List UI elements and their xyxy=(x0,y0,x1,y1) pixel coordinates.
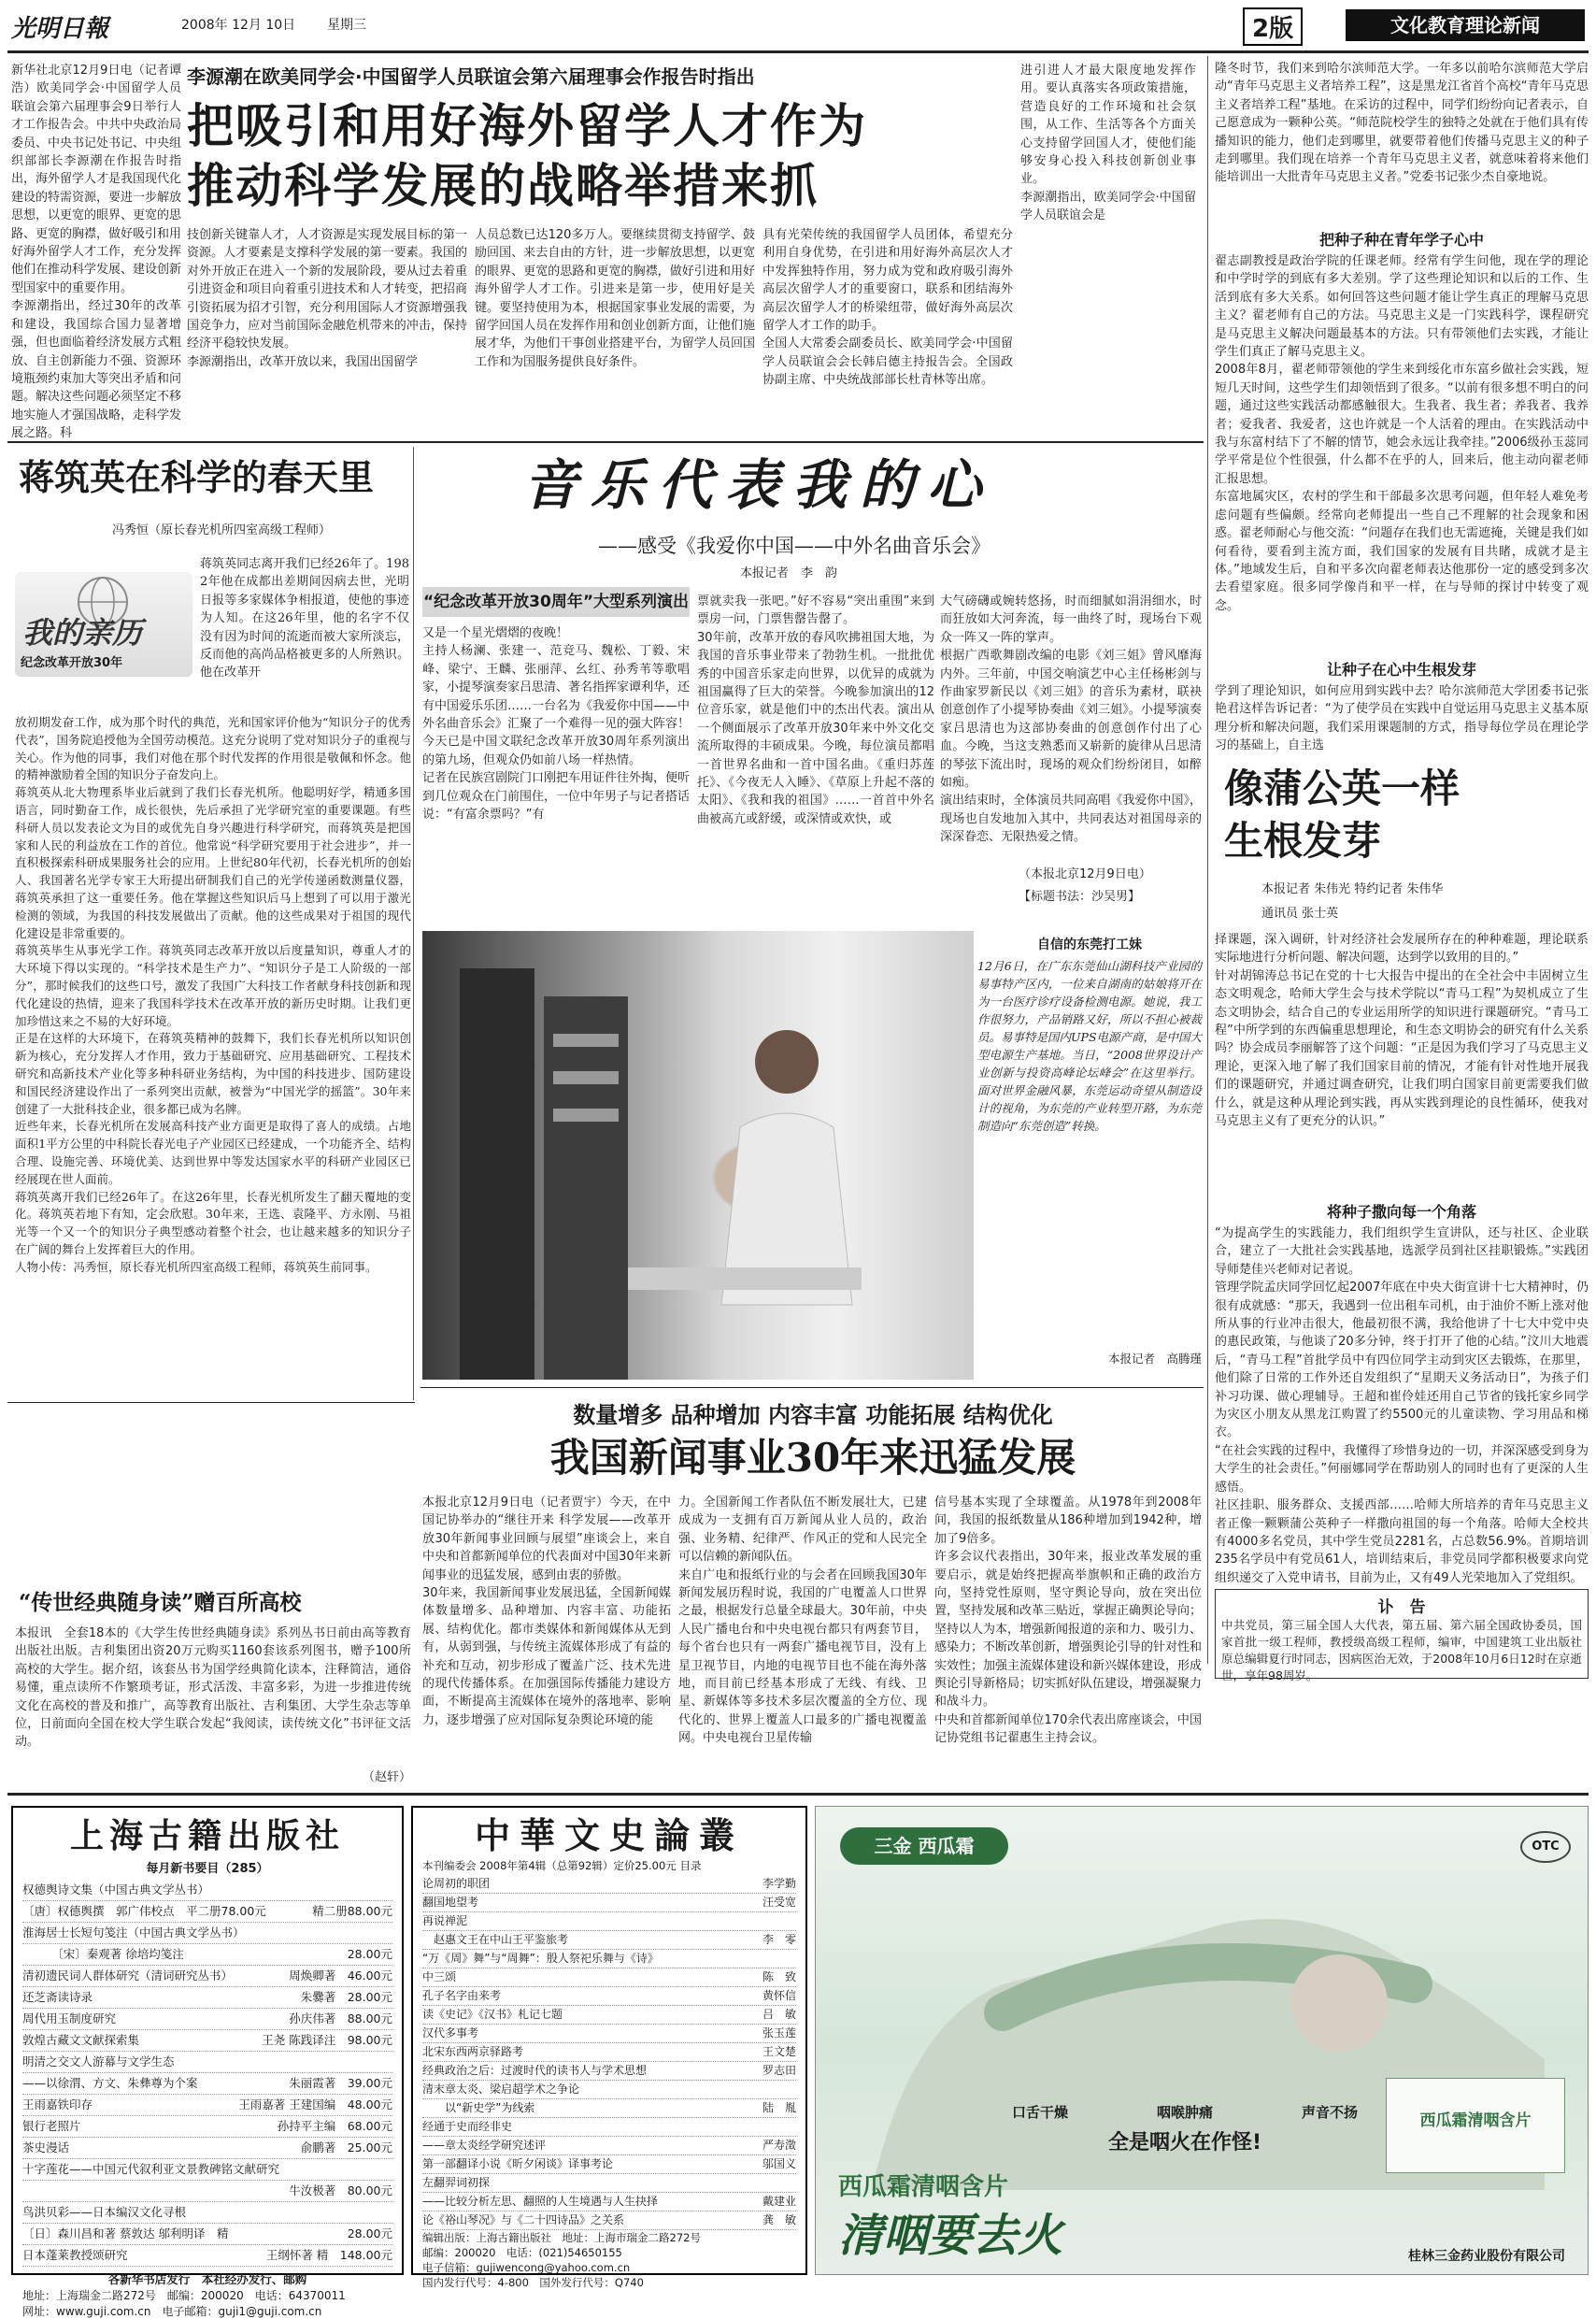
ad-wenshi-item-title: 北宋东西两京驿路考 xyxy=(422,2045,524,2058)
ad-shanghai-guji xyxy=(11,1806,404,2318)
ad-wenshi-item-title: 翻国地望考 xyxy=(422,1896,479,1909)
ad-shanghai-book-row xyxy=(22,2009,392,2030)
ad-wenshi-item-detail: 龚 敏 xyxy=(762,2213,796,2226)
ad-wenshi-item-row xyxy=(422,2212,796,2230)
news-text-2: 力。全国新闻工作者队伍不断发展壮大，已建成成为一支拥有百万新闻从业人员的，政治强、业务精、纪律严、作风正的党和人民完全可以信赖的新闻队伍。 来自广电和报纸行业的与会者在回顾我国30年新闻发展历程时说，我国的广电覆盖人口世界之最，根据发行总量全球最大。30年前，中央人民广播电台和中央电视台都只有两套节目，每个省台也只有一两套广播电视节目，没有上星卫视节目，内地的电视节目也不能在海外落地，而目前已经基本形成了无线、有线、卫星、新媒体等多技术多层次覆盖的全方位、现代化的、世界上覆盖人口最多的广播电视覆盖网。中央电视台卫星传输 xyxy=(678,1496,927,1746)
ad-wenshi-item-detail: 张玉莲 xyxy=(762,2026,796,2040)
jiang-text-main: 放初期发奋工作，成为那个时代的典范，光和国家评价他为“知识分子的优秀代表”，国务院追授他为全国劳动模范。这充分说明了党对知识分子的重视与关心。作为他的同事，我们对他在那个时代发挥的作用很是敬佩和怀念。他的精神激励着全国的知识分子奋发向上。 蒋筑英从北大物理系毕业后就到了我们长春光机所。他聪明好学，精通多国语言，同时勤奋工作，成长很快，先后承担了光学研究室的重要课题。有些科研人员以发表论文为目的或优先自身兴趣进行科学研究，而蒋筑英是把国家和人民的利益放在工作的首位。他常说“科学研究要用于社会进步”，并一直积极探索科研成果服务社会的应用。上世纪80年代初，长春光机所的创始人、我国著名光学专家王大珩提出研制我们自己的光学传递函数测量仪器，蒋筑英承担了这一重要任务。他在掌握这些知识后马上想到了可以用于激光检测的领域，为我国的科技发展做出了贡献。他的这些成果对于祖国的现代化建设是非常重要的。 蒋筑英毕生从事光学工作。蒋筑英同志改革开放以后度量知识，尊重人才的大环境下得以实现的。“科学技术是生产力”、“知识分子是工人阶级的一部分”，那时候我们的这些口号，激发了我国广大科技工作者献身科技创新和现代化建设的热情，迎来了我国科学技术在改革开放的新历史时期。让我们更加珍惜这来之不易的大好环境。 正是在这样的大环境下，在蒋筑英精神的鼓舞下，我们长春光机所以知识创新为核心，充分发挥人才作用，致力于基础研究、应用基础研究、工程技术研究和高新技术产业化等多种科研业务结构，为中国的科技进步、国防建设和国民经济建设作出了一系列突出贡献，被誉为“中国光学的摇篮”。30年来创建了一大批科技企业，很多都已成为名牌。 近些年来，长春光机所在发展高科技产业方面更是取得了喜人的成绩。占地面积1平方公里的中科院长春光电子产业园区已经建成，一个功能齐全、结构合理、设施完善、环境优美、达到世界中等发达国家水平的科研产业园区已经展现在世人面前。 蒋筑英离开我们已经26年了。在这26年里，长春光机所发生了翻天覆地的变化。蒋筑英若地下有知，定会欣慰。30年来，王选、袁隆平、方永刚、马祖光等一个又一个的知识分子典型感动着整个社会，也让越来越多的知识分子在广阔的舞台上发挥着巨大的作用。 人物小传：冯秀恒，原长春光机所四室高级工程师，蒋筑英生前同事。 xyxy=(15,715,411,1274)
ad-wenshi-item-row xyxy=(422,1912,796,1931)
right-text-sub2: 学到了理论知识，如何应用到实践中去？哈尔滨师范大学团委书记张艳君这样告诉记者：“为了使学员在实践中自觉运用马克思主义基本原理分析和解决问题，我们采用课题制的方式，指导每位学员在理论学习的基础上，自主选 xyxy=(1215,684,1589,753)
ad-wenshi-footer-4: 国内发行代号：4-800 国外发行代号：Q740 xyxy=(422,2276,644,2289)
ad-shanghai-book-row xyxy=(22,2030,392,2052)
ad-wenshi-item-detail: 李学勤 xyxy=(762,1877,796,1890)
photo-caption-box xyxy=(977,935,1202,1380)
ad-wenshi-item-row xyxy=(422,1950,796,1968)
masthead-date: 2008年 12月 10日 xyxy=(181,18,296,33)
ad-wenshi-item-row xyxy=(422,2174,796,2193)
page-number: 2版 xyxy=(1243,7,1303,46)
classics-credit: （赵轩） xyxy=(362,1770,411,1784)
right-subhead-1: 把种子种在青年学子心中 xyxy=(1318,231,1484,249)
lead-text-mid2: 人员总数已达120多万人。要继续贯彻支持留学、鼓励回国、来去自由的方针，进一步解放思想，以更宽的眼界、更宽的思路和更宽的胸襟，做好引进和用好海外留学人才工作。引进来是第一步，使用好是关键。要坚持使用为本，根据国家事业发展的需要，为留学回国人员在发挥作用和创业创新方面，让他们施展才华，为他们干事创业搭建平台，为留学人员回国工作和为国服务提供良好条件。 xyxy=(475,228,755,369)
ad-pharma-product: 西瓜霜清咽含片 xyxy=(838,2173,1009,2201)
masthead-rule xyxy=(7,50,1589,53)
photo-credit: 本报记者 高腾瑾 xyxy=(1107,1352,1202,1366)
lead-text-right: 具有光荣传统的我国留学人员团体，希望充分利用自身优势，在引进和用好海外高层次人才中发挥独特作用，努力成为党和政府吸引海外高层次留学人才的重要窗口，联系和团结海外高层次留学人才的桥梁纽带，做好海外高层次留学人才工作的助手。 全国人大常委会副委员长、欧美同学会·中国留学人员联谊会会长韩启德主持报告会。全国政协副主席、中央统战部部长杜青林等出席。 xyxy=(762,228,1013,388)
ad-wenshi-item-row xyxy=(422,2118,796,2137)
news-text-1: 本报北京12月9日电（记者贾宇）今天，在中国记协举办的“继往开来 科学发展——改革开放30年新闻事业回顾与展望”座谈会上，来自中央和首都新闻单位的代表面对中国30年来新闻事业的迅猛发展，感到由衷的骄傲。 30年来，我国新闻事业发展迅猛，全国新闻媒体数量增多、品种增加、内容丰富、功能拓展、结构优化。都市类媒体和新闻媒体从无到有，从弱到强，与传统主流媒体形成了有益的补充和互动，初步形成了覆盖广泛、技术先进的现代传播体系。在加强国际传播能力建设方面，不断提高主流媒体在境外的落地率、影响力，逐步增强了应对国际复杂舆论环境的能 xyxy=(422,1496,671,1727)
ad-pharma-tag-1: 口舌干燥 xyxy=(1012,2104,1069,2121)
photo-caption-title: 自信的东莞打工妹 xyxy=(1037,938,1142,952)
right-big-headline-1: 像蒲公英一样 xyxy=(1224,766,1461,811)
right-text-sub1: 翟志副教授是政治学院的任课老师。经常有学生问他，现在学的理论和中学时学的到底有多大差别。学了这些理论知识和以后的工作、生活到底有多大关系。如何回答这些问题才能让学生真正的理解马克思主义？翟老师有自己的方法。马克思主义是一门实践科学，课程研究是马克思主义解决问题最基本的方法。只有带领他们去实践，才能让学生们真正了解马克思主义。 2008年8月，翟老师带领他的学生来到绥化市东富乡做社会实践，短短几天时间，这些学生们却领悟到了很多。“以前有很多想不明白的问题，通过这些实践活动都感触很大。生我者、我生者；养我者、我养者；爱我者、我爱者，这也许就是一个人活着的理由。在实践活动中我与东富村结下了不解的情节，她会永远让我牵挂。”2006级孙玉蕊同学平常是位个性很强，什么都不在乎的人，回来后，他主动向翟老师汇报思想。 东富地属灾区，农村的学生和干部最多次思考问题，但年轻人难免考虑问题有些偏颇。经常向老师提出一些自己不理解的社会现象和困惑。翟老师耐心与他交流：“问题存在我们也无需遮掩，关键是我们如何看待，要看到主流方面，我们国家的发展有目共睹，成就才是主体。”地域发生后，自和平多次向翟老师表达他那份一定的感受到多次去看望家庭。很多同学像肖和平一样，在与导师的探讨中转变了观念。 xyxy=(1215,254,1589,613)
ad-wenshi-item-row xyxy=(422,2081,796,2099)
ad-shanghai-book-row xyxy=(22,2159,392,2181)
ad-wenshi-item-title: 论《裕山琴况》与《二十四诗品》之关系 xyxy=(422,2213,625,2226)
ad-wenshi-item-row xyxy=(422,2193,796,2212)
ad-pharma-box xyxy=(1386,2078,1565,2173)
ad-shanghai-book-title: 周代用玉制度研究 xyxy=(22,2011,117,2026)
ad-shanghai-book-title: 还芝斋读诗录 xyxy=(22,1990,93,2004)
music-text-3: 大气磅礴或婉转悠扬，时而细腻如涓涓细水，时而狂放如大河奔流，每一曲终了时，现场台下观众一阵又一阵的掌声。 根据广西歌舞剧改编的电影《刘三姐》曾风靡海内外。三年前，中国交响演艺中心主任杨彬剑与作曲家罗新民以《刘三姐》的音乐为素材，联袂创意创作了小提琴协奏曲《刘三姐》。小提琴演奏家吕思清也为这部协奏曲的创意创作付出了心血。今晚，当这支熟悉而又崭新的旋律从吕思清的琴弦下流出时，现场的观众们纷纷闭目，如醉如痴。 演出结束时，全体演员共同高唱《我爱你中国》，现场也自发地加入其中，共同表达对祖国母亲的深深眷恋、无限热爱之情。 xyxy=(940,594,1202,845)
ad-shanghai-book-title: 权德舆诗文集（中国古典文学丛书） xyxy=(22,1882,210,1897)
ad-wenshi-item-row xyxy=(422,1875,796,1894)
news-headline: 我国新闻事业30年来迅猛发展 xyxy=(549,1435,1076,1481)
ad-shanghai-book-detail: 王雨嘉著 王建国编 48.00元 xyxy=(238,2097,392,2111)
ad-shanghai-book-detail: 俞鹏著 25.00元 xyxy=(300,2140,392,2154)
news-top-rule xyxy=(420,1387,1204,1388)
ad-shanghai-footer-1: 各新华书店发行 本社经办发行、邮购 xyxy=(107,2272,307,2286)
news-photo xyxy=(422,931,974,1380)
ad-wenshi-footer-1: 编辑出版：上海古籍出版社 地址：上海市瑞金二路272号 xyxy=(422,2231,701,2244)
masthead-weekday: 星期三 xyxy=(327,18,366,33)
ad-wenshi-item-row xyxy=(422,2155,796,2174)
ad-wenshi-issue: 本刊编委会 2008年第4辑（总第92辑）定价25.00元 目录 xyxy=(422,1859,702,1872)
music-text-1: 又是一个星光熠熠的夜晚！ 主持人杨澜、张建一、范竞马、魏松、丁毅、宋峰、梁宁、王麟、张丽萍、幺红、孙秀苇等歌唱家，小提琴演奏家吕思清、著名指挥家谭利华，还有中国爱乐乐团……一台名为《我爱你中国——中外名曲音乐会》汇聚了一个难得一见的强大阵容！ 今天已是中国文联纪念改革开放30周年系列演出的第九场，但观众仍如前八场一样热情。 记者在民族宫剧院门口刚把车用证件往外掏，便听到几位观众在门前围住，一位中年男子与记者搭话说：“有富余票吗？”有 xyxy=(422,626,691,823)
ad-shanghai-book-title: 银行老照片 xyxy=(22,2119,81,2133)
ad-pharma-otc: OTC xyxy=(1520,1831,1571,1863)
lead-headline-2: 推动科学发展的战略举措来抓 xyxy=(187,158,819,213)
ad-shanghai-footer-2: 地址：上海瑞金二路272号 邮编：200020 电话：64370011 xyxy=(22,2289,346,2302)
ad-pharma-company: 桂林三金药业股份有限公司 xyxy=(1408,2249,1565,2264)
ad-pharma-tag-row xyxy=(1012,2102,1358,2122)
ad-shanghai-title: 上海古籍出版社 xyxy=(69,1816,345,1855)
ad-shanghai-book-row xyxy=(22,1880,392,1901)
ad-pharma-slogan: 全是咽火在作怪! xyxy=(1107,2131,1262,2154)
my-experience-logo xyxy=(15,572,192,677)
ad-shanghai-book-title: 茶史漫话 xyxy=(22,2140,70,2154)
ad-shanghai-book-detail: 精二册88.00元 xyxy=(312,1904,392,1918)
ad-shanghai-book-title: 十字莲花——中国元代叙利亚文景教碑铭文献研究 xyxy=(22,2162,280,2176)
ad-shanghai-book-title: 〔宋〕秦观著 徐培均笺注 xyxy=(22,1947,184,1961)
ad-shanghai-book-detail: 28.00元 xyxy=(347,2226,392,2240)
ad-shanghai-book-title: 鸟洪贝彩——日本编汉文化寻根 xyxy=(22,2205,187,2219)
ad-shanghai-book-row xyxy=(22,2202,392,2224)
ad-wenshi-item-row xyxy=(422,2006,796,2025)
music-dateline: （本报北京12月9日电） xyxy=(1019,867,1151,881)
ad-wenshi-item-title: 中三颂 xyxy=(422,1970,457,1983)
ad-shanghai-book-title: 日本蓬莱教授颂研究 xyxy=(22,2248,128,2262)
obituary-text: 中共党员，第三届全国人大代表，第五届、第六届全国政协委员，国家首批一级工程师，教授级高级工程师，编审，中国建筑工业出版社原总编辑夏行时同志，因病医治无效，于2008年10月6日12时在京逝世，享年98周岁。 xyxy=(1221,1618,1582,1682)
ad-shanghai-book-row xyxy=(22,1901,392,1923)
ad-wenshi-item-row xyxy=(422,2025,796,2043)
ad-shanghai-book-row xyxy=(22,2116,392,2138)
ad-shanghai-book-title: 〔日〕森川昌和著 蔡敦达 邬利明译 精 xyxy=(22,2226,229,2240)
ad-pharma-slogan-big: 清咽要去火 xyxy=(838,2210,1063,2262)
ad-wenshi-item-detail: 邬国义 xyxy=(762,2157,796,2170)
ad-shanghai-book-detail: 孙庆伟著 88.00元 xyxy=(289,2011,392,2026)
ad-shanghai-book-row xyxy=(22,1944,392,1966)
ad-wenshi-item-detail: 严寿澂 xyxy=(762,2139,796,2152)
jiang-byline: 冯秀恒（原长春光机所四室高级工程师） xyxy=(112,523,332,537)
ad-wenshi-item-detail: 罗志田 xyxy=(762,2064,796,2077)
ad-wenshi-item-title: 经通于史而经非史 xyxy=(422,2120,513,2133)
ad-wenshi-item-title: 左翻羿词初探 xyxy=(422,2176,491,2189)
ad-wenshi-luncong xyxy=(411,1806,807,2289)
classics-text: 本报讯 全套18本的《大学生传世经典随身读》系列丛书日前由高等教育出版社出版。吉利集团出资20万元购买1160套该系列图书，赠予100所高校的大学生。据介绍，该套丛书为国学经典简化读本，注释简洁，通俗易懂，重点读所不作繁琐考证，形式活泼、丰富多彩，为进一步推进传统文化在高校的普及和推广，高等教育出版社、吉利集团、大学生杂志等单位，日前面向全国在校大学生联合发起“我阅读，读传统文化”书评征文活动。 xyxy=(15,1626,411,1750)
ad-shanghai-book-row xyxy=(22,2073,392,2095)
ad-wenshi-item-detail: 王文楚 xyxy=(762,2045,796,2058)
ad-wenshi-item-row xyxy=(422,2043,796,2062)
ad-shanghai-footer-3: 网址：www.guji.com.cn 电子邮箱：guji1@guji.com.cn xyxy=(22,2305,322,2318)
ad-shanghai-book-title: 〔唐〕权德舆撰 郭广伟校点 平二册78.00元 xyxy=(22,1904,266,1918)
ad-wenshi-item-title: 以“新史学”为线索 xyxy=(422,2101,535,2114)
ad-shanghai-book-row xyxy=(22,2181,392,2202)
ad-shanghai-book-detail: 孙持平主编 68.00元 xyxy=(277,2119,392,2133)
ad-wenshi-item-title: 赵惠文王在中山王平鉴旅考 xyxy=(422,1933,569,1946)
right-subhead-2: 让种子在心中生根发芽 xyxy=(1326,661,1476,679)
ad-wenshi-footer-3: 电子信箱：gujiwencong@yahoo.com.cn xyxy=(422,2261,631,2274)
ad-pharma-box-name: 西瓜霜清咽含片 xyxy=(1419,2111,1532,2130)
ad-wenshi-item-title: ——比较分析左思、翻照的人生境遇与人生抉择 xyxy=(422,2195,659,2208)
ad-wenshi-item-title: 清末章太炎、梁启超学术之争论 xyxy=(422,2083,580,2096)
section-badge: 文化教育理论新闻 xyxy=(1346,9,1585,41)
ad-wenshi-item-title: ——章太炎经学研究述评 xyxy=(422,2139,547,2152)
lead-text-left: 新华社北京12月9日电（记者谭浩）欧美同学会·中国留学人员联谊会第六届理事会9日举行人才工作报告会。中共中央政治局委员、中央书记处书记、中央组织部部长李源潮在作报告时指出，海外留学人才是我国现代化建设的特需资源，要进一步解放思想，以更宽的眼界、更宽的思路、更宽的胸襟，做好吸引和用好海外留学人才工作，充分发挥他们在推动科学发展、建设创新型国家中的重要作用。 李源潮指出，经过30年的改革和建设，我国综合国力显著增强，但也面临着经济发展方式粗放、自主创新能力不强、资源环境瓶颈约束加大等突出矛盾和问题。解决这些问题必须坚定不移地实施人才强国战略，走科学发展之路。科 xyxy=(11,64,182,441)
ad-wenshi-item-list xyxy=(422,1875,796,2230)
ad-pharma-tag-3: 声音不扬 xyxy=(1301,2104,1358,2121)
lead-headline-1: 把吸引和用好海外留学人才作为 xyxy=(187,98,867,153)
ad-shanghai-book-row xyxy=(22,2052,392,2073)
ad-shanghai-book-detail: 朱丽霞著 39.00元 xyxy=(289,2076,392,2090)
right-text-sub3: “为提高学生的实践能力，我们组织学生宣讲队，还与社区、企业联合，建立了一大批社会实践基地，选派学员到社区挂职锻炼。”实践团导师楚佳兴老师对记者说。 管理学院孟庆同学回忆起2007年底在中央大街宣讲十七大精神时，仍很有成就感：“那天，我遇到一位出租车司机，由于油价不断上涨对他所从事的行业冲击很大，他最初很不满，我给他讲了十七大中党中央的惠民政策，与他谈了20多分钟，终于打开了他的心结。”汶川大地震后，“青马工程”首批学员中有四位同学主动到灾区去锻炼，在那里，他们除了日常的工作外还自发组织了“星期天义务活动日”，为孩子们补习功课、做心理辅导。王超和崔伶娃还用自己节省的钱托家乡同学为灾区小朋友从黑龙江购置了约5500元的儿童读物、学习用品和梯衣。 “在社会实践的过程中，我懂得了珍惜身边的一切，并深深感受到身为大学生的社会责任。”何丽娜同学在帮助别人的同时也有了更深的人生感悟。 社区挂职、服务群众、支援西部……哈师大所培养的青年马克思主义者正像一颗颗蒲公英种子一样撒向祖国的每一个角落。哈师大全校共有4000多名党员，其中学生党员2281名，占总数56.9%。首期培训235名学员中有党员61人，培训结束后，非党员同学都积极要求向党组织递交了入党申请书，目前为止，又有49人光荣地加入了党组织。 xyxy=(1215,1226,1589,1585)
ad-wenshi-item-title: 经典政治之后：过渡时代的读书人与学术思想 xyxy=(422,2064,648,2077)
ad-wenshi-item-title: “万《周》舞”与“周舞”：殷人祭祀乐舞与《诗》 xyxy=(422,1952,659,1965)
classics-headline: “传世经典随身读”赠百所高校 xyxy=(19,1590,302,1615)
jiang-text-top: 蒋筑英同志离开我们已经26年了。1982年他在成都出差期间因病去世，光明日报等多家媒体争相报道，使他的事迹为人知。在这26年里，他的名字不仅没有因为时间的流逝而被大家所淡忘，反而他的高尚品格被更多的人所熟识。他在改革开 xyxy=(200,557,409,680)
obituary-title: 讣 告 xyxy=(1377,1598,1426,1617)
ad-shanghai-book-detail: 朱爨著 28.00元 xyxy=(300,1990,392,2004)
right-big-headline-2: 生根发芽 xyxy=(1224,818,1382,864)
ad-wenshi-title: 中華文史論叢 xyxy=(474,1814,744,1856)
ad-wenshi-item-title: 再说禅泥 xyxy=(422,1914,468,1927)
worker-figure-icon xyxy=(422,931,974,1380)
ad-wenshi-item-detail: 陈 致 xyxy=(762,1970,796,1983)
classics-top-rule xyxy=(7,1402,415,1403)
ad-pharma-brand-text: 三金 西瓜霜 xyxy=(874,1835,975,1857)
ad-shanghai-book-detail: 28.00元 xyxy=(347,1947,392,1961)
masthead xyxy=(7,4,1589,50)
ad-wenshi-item-detail: 汪受宽 xyxy=(762,1896,796,1909)
ad-shanghai-book-title: 敦煌古藏文文献探索集 xyxy=(22,2033,140,2047)
music-text-2: 票就卖我一张吧。”好不容易“突出重围”来到票房一问，门票售罄告罄了。 30年前，改革开放的春风吹拂祖国大地，为我国的音乐事业带来了勃勃生机。一批批优秀的中国音乐家走向世界，以优异的成就为祖国赢得了巨大的荣誉。今晚参加演出的12位音乐家，就是他们中的杰出代表。演出从一个侧面展示了改革开放30年来中外文化交流所取得的丰硕成果。今晚，每位演员都唱一首世界名曲和一首中国名曲。《重归苏莲托》、《今夜无人入睡》、《草原上升起不落的太阳》、《我和我的祖国》……一首首中外名曲被高亢或舒缓，或深情或欢快，或 xyxy=(697,594,934,826)
music-banner: “纪念改革开放30周年”大型系列演出 xyxy=(422,587,690,617)
right-subhead-3: 将种子撒向每一个角落 xyxy=(1326,1203,1476,1221)
ad-shanghai-book-detail: 周焕卿著 46.00元 xyxy=(289,1968,392,1983)
ad-shanghai-book-row xyxy=(22,2095,392,2116)
ad-wenshi-item-title: 孔子名字由来考 xyxy=(422,1989,502,2002)
lead-text-mid1: 技创新关键靠人才，人才资源是实现发展目标的第一资源。人才要素是支撑科学发展的第一要素。我国的对外开放正在进入一个新的发展阶段，要从过去着重引进资金和项目向着重引进技术和人才转变，把招商引资拓展为招才引智，充分利用国际人才资源增强我国竞争力，应对当前国际金融危机带来的冲击，保持经济平稳较快发展。 李源潮指出，改革开放以来，我国出国留学 xyxy=(187,228,467,369)
news-text-3: 信号基本实现了全球覆盖。从1978年到2008年间，我国的报纸数量从186种增加到1942种，增加了9倍多。 许多会议代表指出，30年来，报业改革发展的重要启示，就是始终把握高举旗帜和正确的政治方向，坚持党性原则，坚守舆论导向，放在突出位置，坚持发展和改革三贴近，掌握正确舆论导向；坚持以人为本，增强新闻报道的亲和力、吸引力、感染力；不断改革创新，增强舆论引导的针对性和实效性；加强主流媒体建设和新兴媒体建设，形成舆论引导新格局；切实抓好队伍建设，增强凝聚力和战斗力。 中央和首都新闻单位170余代表出席座谈会，中国记协党组书记翟惠生主持会议。 xyxy=(934,1496,1203,1746)
ad-wenshi-item-detail: 吕 敏 xyxy=(762,2008,796,2021)
ad-shanghai-issue: 每月新书要目（285） xyxy=(146,1862,269,1876)
ad-shanghai-book-title: 明清之交文人游幕与文学生态 xyxy=(22,2054,175,2068)
music-headline: 音乐代表我的心 xyxy=(523,453,995,517)
ad-wenshi-item-row xyxy=(422,1987,796,2006)
ad-pharma xyxy=(815,1806,1589,2275)
right-byline-1: 本报记者 朱伟光 特约记者 朱伟华 xyxy=(1261,882,1444,896)
ad-wenshi-item-detail: 李 零 xyxy=(762,1933,796,1946)
ad-wenshi-item-detail: 戴建业 xyxy=(762,2195,796,2208)
lead-bottom-rule xyxy=(7,441,1204,443)
ad-wenshi-item-row xyxy=(422,1931,796,1950)
ad-pharma-tag-2: 咽喉肿痛 xyxy=(1156,2104,1213,2121)
right-byline-2: 通讯员 张士英 xyxy=(1261,907,1339,921)
music-byline: 本报记者 李 韵 xyxy=(740,566,838,580)
right-column-separator xyxy=(1207,56,1208,1664)
lead-kicker: 李源潮在欧美同学会·中国留学人员联谊会第六届理事会作报告时指出 xyxy=(187,65,755,88)
ad-wenshi-item-title: 论周初的职团 xyxy=(422,1877,491,1890)
music-editor: 【标题书法：沙吴男】 xyxy=(1019,890,1141,904)
ad-wenshi-item-row xyxy=(422,2062,796,2081)
ad-wenshi-item-detail: 陆 胤 xyxy=(762,2101,796,2114)
ad-shanghai-book-title: 淮海居士长短句笺注（中国古典文学丛书） xyxy=(22,1925,245,1940)
ad-wenshi-item-title: 汉代多事考 xyxy=(422,2026,479,2040)
ad-shanghai-book-row xyxy=(22,1966,392,1987)
music-subhead: ——感受《我爱你中国——中外名曲音乐会》 xyxy=(598,535,990,557)
ad-shanghai-book-row xyxy=(22,2138,392,2159)
ad-wenshi-item-detail: 黄怀信 xyxy=(762,1989,796,2002)
ad-wenshi-footer-2: 邮编：200020 电话：(021)54650155 xyxy=(422,2246,622,2259)
masthead-paper-name: 光明日報 xyxy=(11,15,109,43)
ad-shanghai-book-detail: 王尧 陈践译注 98.00元 xyxy=(262,2033,392,2047)
jiang-separator xyxy=(413,447,414,1400)
ad-shanghai-book-title: ——以徐渭、方文、朱彝尊为个案 xyxy=(22,2076,198,2090)
ad-pharma-brand xyxy=(840,1827,1008,1865)
obituary-box xyxy=(1215,1589,1589,1682)
ad-wenshi-item-row xyxy=(422,2137,796,2155)
ad-shanghai-book-detail: 牛汝极著 80.00元 xyxy=(289,2183,392,2197)
right-text-after: 择课题，深入调研，针对经济社会发展所存在的种种难题，理论联系实际地进行分析问题、解决问题，达到学以致用的目的。” 针对胡锦涛总书记在党的十七大报告中提出的在全社会中丰固树立生态文明观念，哈师大学生会与技术学院以“青马工程”为契机成立了生态文明协会，结合自己的专业运用所学的知识进行课题研究。“青马工程”中所学到的东西偏重思想理论，和生态文明协会的研究有什么关系吗？协会成员李丽解答了这个问题：“正是因为我们学习了马克思主义理论，更深入地了解了我们国家目前的情况，才能有针对性地开展我们的课题研究，并通过调查研究，让我们明白国家目前更需要我们做什么，就是这种从理论到实践，再从实践到理论的良性循环，使我对马克思主义有了更充分的认识。” xyxy=(1215,933,1589,1129)
ad-shanghai-book-row xyxy=(22,1987,392,2009)
ad-shanghai-book-row xyxy=(22,1923,392,1944)
photo-caption-text: 12月6日，在广东东莞仙山湖科技产业园的易事特产区内，一位来自湖南的姑娘将开在为一台医疗诊疗设备检测电源。她说，我工作很努力，产品销路又好，所以不担心被裁员。易事特是国内UPS电源产商，是中国大型电源生产基地。当日，“2008世界设计产业创新与投资高峰论坛峰会”在这里举行。面对世界金融风暴，东莞运动奇望从制造设计的视角，为东莞的产业转型开路，为东莞制造向“东莞创造”转换。 xyxy=(977,959,1203,1133)
news-kicker: 数量增多 品种增加 内容丰富 功能拓展 结构优化 xyxy=(573,1402,1053,1428)
ad-shanghai-book-row xyxy=(22,2224,392,2245)
ad-wenshi-item-title: 第一部翻译小说《昕夕闲谈》译事考论 xyxy=(422,2157,614,2170)
ad-wenshi-item-row xyxy=(422,1894,796,1912)
ad-wenshi-item-row xyxy=(422,2099,796,2118)
ads-top-rule xyxy=(7,1793,1589,1796)
ad-wenshi-item-row xyxy=(422,1968,796,1987)
my-experience-logo-text: 我的亲历 xyxy=(22,615,143,651)
ad-shanghai-book-list xyxy=(22,1880,392,2267)
ad-wenshi-item-title: 读《史记》《汉书》札记七题 xyxy=(422,2008,563,2021)
ad-shanghai-book-title: 清初遗民词人群体研究（清词研究丛书） xyxy=(22,1968,234,1983)
ad-shanghai-book-title: 王雨嘉铁印存 xyxy=(22,2097,93,2111)
ad-shanghai-book-detail: 王纲怀著 精 148.00元 xyxy=(265,2248,392,2262)
my-experience-logo-sub: 纪念改革开放30年 xyxy=(21,656,123,670)
right-text-top: 隆冬时节，我们来到哈尔滨师范大学。一年多以前哈尔滨师范大学启动“青年马克思主义者培养工程”，这是黑龙江省首个高校“青年马克思主义者培养工程”基地。在采访的过程中，同学们纷纷向记者表示，自己愿意成为一颗种公英。“师范院校学生的独特之处就在于他们具有传播知识的能力，他们走到哪里，就要带着他们传播马克思主义的种子走到哪里。我们现在培养一个青年马克思主义者，就意味着将来他们能培训出一大批青年马克思主义者。”党委书记张少杰自豪地说。 xyxy=(1215,62,1589,185)
ad-shanghai-book-row xyxy=(22,2245,392,2267)
lead-text-top-right: 进引进人才最大限度地发挥作用。要认真落实各项政策措施，营造良好的工作环境和社会氛围，从工作、生活等各个方面关心支持留学回国人才，使他们能够安身心投入科技创新创业事业。 李源潮指出，欧美同学会·中国留学人员联谊会是 xyxy=(1020,64,1196,223)
jiang-headline: 蒋筑英在科学的春天里 xyxy=(19,456,375,498)
